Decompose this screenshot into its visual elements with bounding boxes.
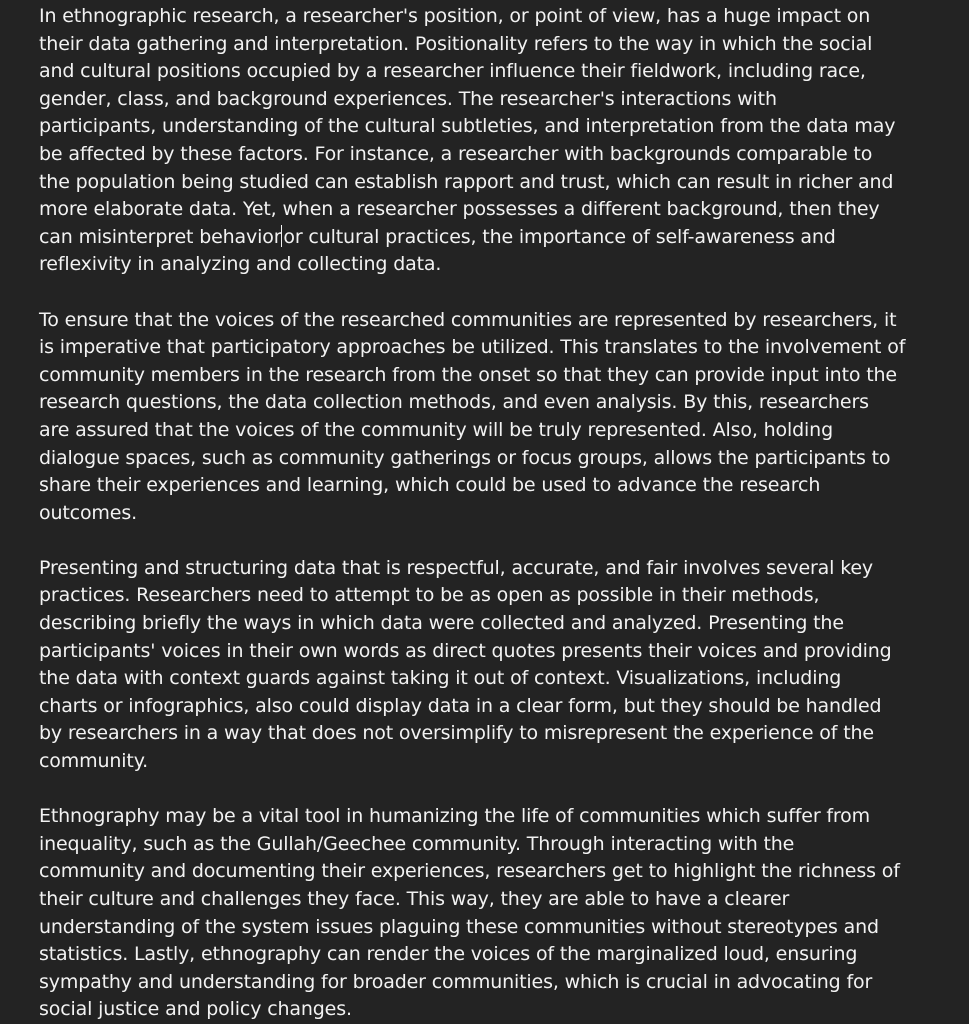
text-line: more elaborate data. Yet, when a researcher possesses a different background, then they (39, 198, 880, 221)
text-line: statistics. Lastly, ethnography can render the voices of the marginalized loud, ensuring (39, 943, 858, 966)
text-segment-before-caret: can misinterpret behavior (39, 225, 282, 248)
text-line: the population being studied can establish rapport and trust, which can result in richer and (39, 170, 894, 193)
text-line: practices. Researchers need to attempt to be as open as possible in their methods, (39, 584, 820, 607)
text-line: understanding of the system issues plaguing these communities without stereotypes and (39, 915, 879, 938)
text-line: community and documenting their experiences, researchers get to highlight the richness of (39, 860, 900, 883)
text-line: and cultural positions occupied by a researcher influence their fieldwork, including race, (39, 60, 866, 83)
text-line: share their experiences and learning, which could be used to advance the research (39, 474, 821, 497)
text-line: To ensure that the voices of the researched communities are represented by researchers, it (39, 308, 897, 331)
text-line: outcomes. (39, 501, 137, 524)
text-line: be affected by these factors. For instance, a researcher with backgrounds comparable to (39, 142, 873, 165)
text-line: participants, understanding of the cultural subtleties, and interpretation from the data may (39, 115, 896, 138)
text-line: their culture and challenges they face. This way, they are able to have a clearer (39, 888, 790, 910)
text-line: community. (39, 750, 148, 773)
text-line: Ethnography may be a vital tool in humanizing the life of communities which suffer from (39, 805, 871, 828)
text-line: inequality, such as the Gullah/Geechee community. Through interacting with the (39, 832, 795, 855)
text-line: research questions, the data collection methods, and even analysis. By this, researchers (39, 391, 869, 414)
text-line: describing briefly the ways in which data were collected and analyzed. Presenting the (39, 612, 844, 635)
text-line: gender, class, and background experiences. The researcher's interactions with (39, 87, 777, 110)
text-line: are assured that the voices of the community will be truly represented. Also, holding (39, 418, 833, 441)
paragraph-ethnography-humanizing (39, 803, 939, 1024)
text-line: their data gathering and interpretation. Positionality refers to the way in which the social (39, 32, 873, 55)
paragraph-positionality (39, 3, 939, 279)
text-line: sympathy and understanding for broader communities, which is crucial in advocating for (39, 970, 873, 993)
text-line: In ethnographic research, a researcher's position, or point of view, has a huge impact on (39, 5, 871, 27)
text-line: social justice and policy changes. (39, 998, 352, 1021)
text-line: charts or infographics, also could display data in a clear form, but they should be handled (39, 694, 882, 717)
text-segment-after-caret: or cultural practices, the importance of self-awareness and (283, 225, 836, 248)
text-line: by researchers in a way that does not oversimplify to misrepresent the experience of the (39, 722, 874, 745)
text-line: reflexivity in analyzing and collecting data. (39, 253, 442, 276)
text-line: community members in the research from the onset so that they can provide input into the (39, 363, 897, 386)
text-line-with-caret (39, 224, 939, 252)
text-line: dialogue spaces, such as community gatherings or focus groups, allows the participants to (39, 446, 891, 469)
text-line: the data with context guards against taking it out of context. Visualizations, including (39, 667, 842, 690)
text-line: Presenting and structuring data that is respectful, accurate, and fair involves several key (39, 556, 874, 579)
text-line: participants' voices in their own words as direct quotes presents their voices and providing (39, 639, 892, 662)
paragraph-participatory-approaches (39, 307, 939, 528)
text-line: is imperative that participatory approaches be utilized. This translates to the involvement of (39, 336, 906, 359)
paragraph-presenting-data (39, 555, 939, 776)
